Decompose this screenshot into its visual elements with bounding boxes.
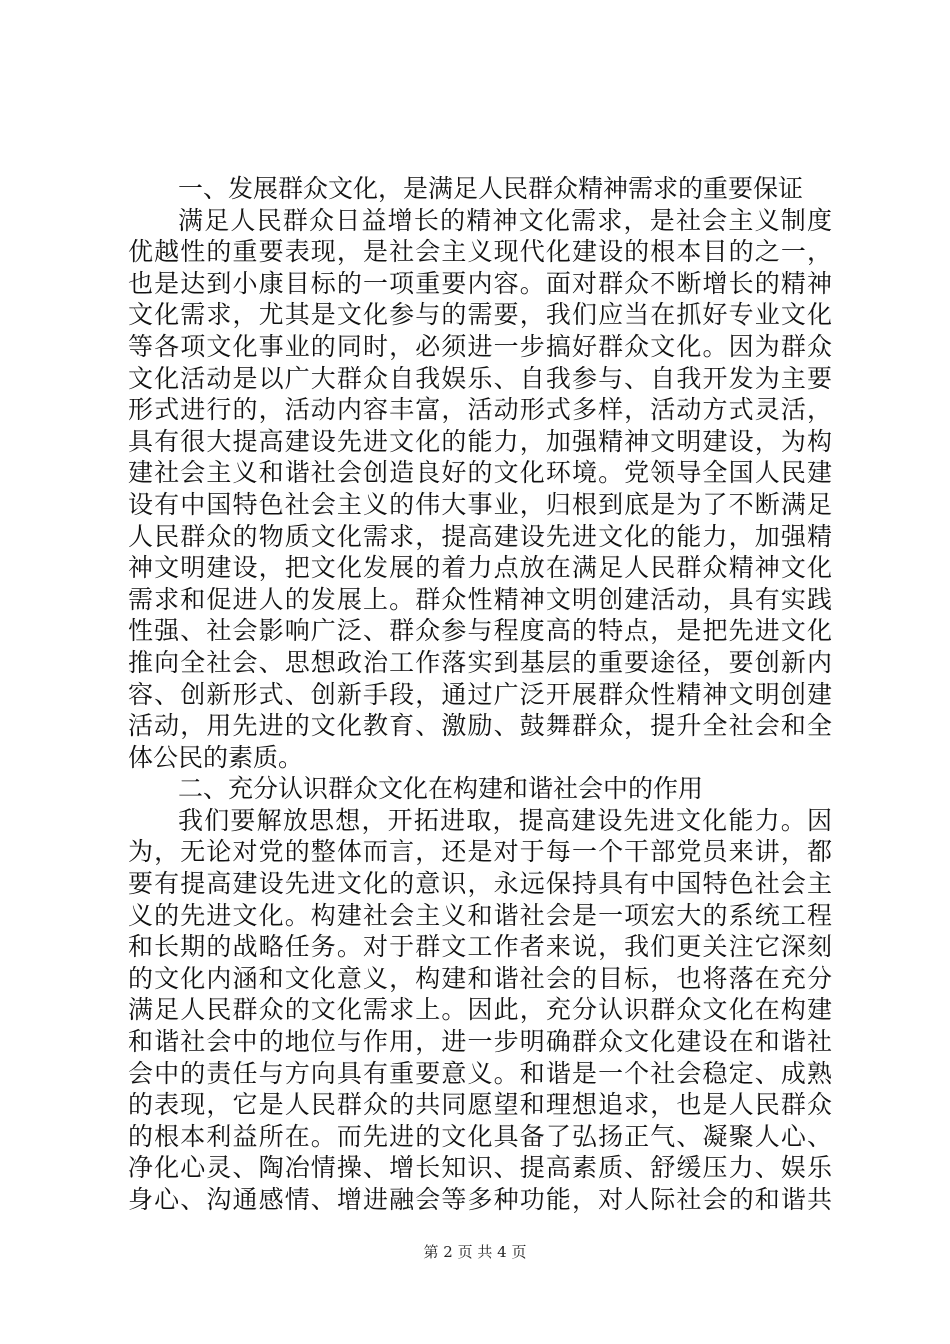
body-text-line: 活动，用先进的文化教育、激励、鼓舞群众，提升全社会和全 [128,711,832,741]
body-text-line: 也是达到小康目标的一项重要内容。面对群众不断增长的精神 [128,268,832,298]
body-text-line: 义的先进文化。构建社会主义和谐社会是一项宏大的系统工程 [128,900,832,930]
body-text-line: 人民群众的物质文化需求，提高建设先进文化的能力，加强精 [128,521,832,551]
body-text-line: 身心、沟通感情、增进融会等多种功能，对人际社会的和谐共 [128,1185,832,1214]
body-text-line: 等各项文化事业的同时，必须进一步搞好群众文化。因为群众 [128,331,832,361]
section-heading: 一、发展群众文化，是满足人民群众精神需求的重要保证 [178,174,804,203]
body-text-line: 建社会主义和谐社会创造良好的文化环境。党领导全国人民建 [128,458,832,488]
body-text-line: 为，无论对党的整体而言，还是对于每一个干部党员来讲，都 [128,837,832,867]
body-text-line: 具有很大提高建设先进文化的能力，加强精神文明建设，为构 [128,426,832,456]
body-text-line: 和谐社会中的地位与作用，进一步明确群众文化建设在和谐社 [128,1027,832,1057]
body-text-line: 体公民的素质。 [128,742,304,772]
body-text-line: 推向全社会、思想政治工作落实到基层的重要途径，要创新内 [128,647,832,677]
body-text-line: 设有中国特色社会主义的伟大事业，归根到底是为了不断满足 [128,489,832,519]
body-text-line: 性强、社会影响广泛、群众参与程度高的特点，是把先进文化 [128,616,832,646]
body-text-line: 净化心灵、陶冶情操、增长知识、提高素质、舒缓压力、娱乐 [128,1153,832,1183]
body-text-line: 满足人民群众日益增长的精神文化需求，是社会主义制度 [178,205,832,235]
body-text-line: 要有提高建设先进文化的意识，永远保持具有中国特色社会主 [128,869,832,899]
body-text-line: 文化活动是以广大群众自我娱乐、自我参与、自我开发为主要 [128,363,832,393]
section-heading: 二、充分认识群众文化在构建和谐社会中的作用 [178,774,704,804]
body-text-line: 优越性的重要表现，是社会主义现代化建设的根本目的之一， [128,237,832,267]
body-text-line: 满足人民群众的文化需求上。因此，充分认识群众文化在构建 [128,995,832,1025]
body-text-line: 的表现，它是人民群众的共同愿望和理想追求，也是人民群众 [128,1090,832,1120]
body-text-line: 形式进行的，活动内容丰富，活动形式多样，活动方式灵活， [128,395,832,425]
body-text-line: 会中的责任与方向具有重要意义。和谐是一个社会稳定、成熟 [128,1058,832,1088]
body-text-line: 的文化内涵和文化意义，构建和谐社会的目标，也将落在充分 [128,963,832,993]
body-text-line: 容、创新形式、创新手段，通过广泛开展群众性精神文明创建 [128,679,832,709]
body-text-line: 的根本利益所在。而先进的文化具备了弘扬正气、凝聚人心、 [128,1121,832,1151]
body-text-line: 神文明建设，把文化发展的着力点放在满足人民群众精神文化 [128,553,832,583]
document-body [128,173,832,1216]
body-text-line: 我们要解放思想，开拓进取，提高建设先进文化能力。因 [178,805,832,835]
page-footer: 第 2 页 共 4 页 [423,1243,527,1261]
body-text-line: 需求和促进人的发展上。群众性精神文明创建活动，具有实践 [128,584,832,614]
body-text-line: 文化需求，尤其是文化参与的需要，我们应当在抓好专业文化 [128,300,832,330]
body-text-line: 和长期的战略任务。对于群文工作者来说，我们更关注它深刻 [128,932,832,962]
